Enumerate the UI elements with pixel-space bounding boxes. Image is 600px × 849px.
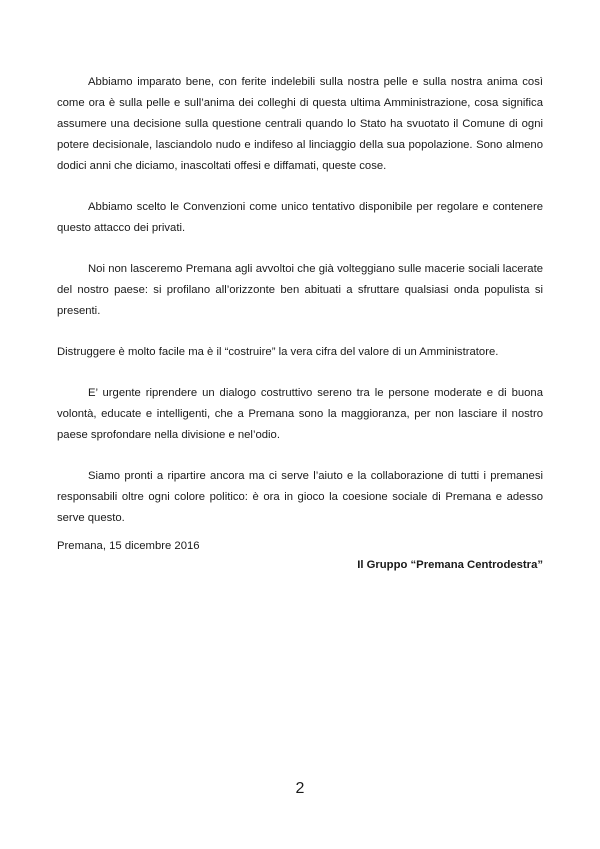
paragraph-1: Abbiamo imparato bene, con ferite indelebili sulla nostra pelle e sulla nostra anima così come ora è sulla pelle e sull’anima dei colleghi di questa ultima Amministrazione, cosa significa assumere una decisione sulla questione centrali quando lo Stato ha svuotato il Comune di ogni potere decisionale, lasciandolo nudo e indifeso al linciaggio della sua popolazione. Sono almeno dodici anni che diciamo, inascoltati offesi e diffamati, queste cose. [57,76,543,172]
paragraph-6: Siamo pronti a ripartire ancora ma ci serve l’aiuto e la collaborazione di tutti i premanesi responsabili oltre ogni colore politico: è ora in gioco la coesione sociale di Premana e adesso serve questo. [57,470,543,524]
paragraph-3: Noi non lasceremo Premana agli avvoltoi che già volteggiano sulle macerie sociali lacerate del nostro paese: si profilano all’orizzonte ben abituati a sfruttare qualsiasi onda populista si presenti. [57,263,543,317]
document-body [57,72,543,529]
paragraph-2: Abbiamo scelto le Convenzioni come unico tentativo disponibile per regolare e contenere questo attacco dei privati. [57,201,543,234]
signature: Il Gruppo “Premana Centrodestra” [357,559,543,571]
paragraph-5: E’ urgente riprendere un dialogo costruttivo sereno tra le persone moderate e di buona volontà, educate e intelligenti, che a Premana sono la maggioranza, per non lasciare il nostro paese sprofondare nella divisione e nel’odio. [57,387,543,441]
page-number: 2 [295,780,305,797]
date-line: Premana, 15 dicembre 2016 [57,540,200,552]
paragraph-4: Distruggere è molto facile ma è il “costruire” la vera cifra del valore di un Amministratore. [57,346,499,358]
